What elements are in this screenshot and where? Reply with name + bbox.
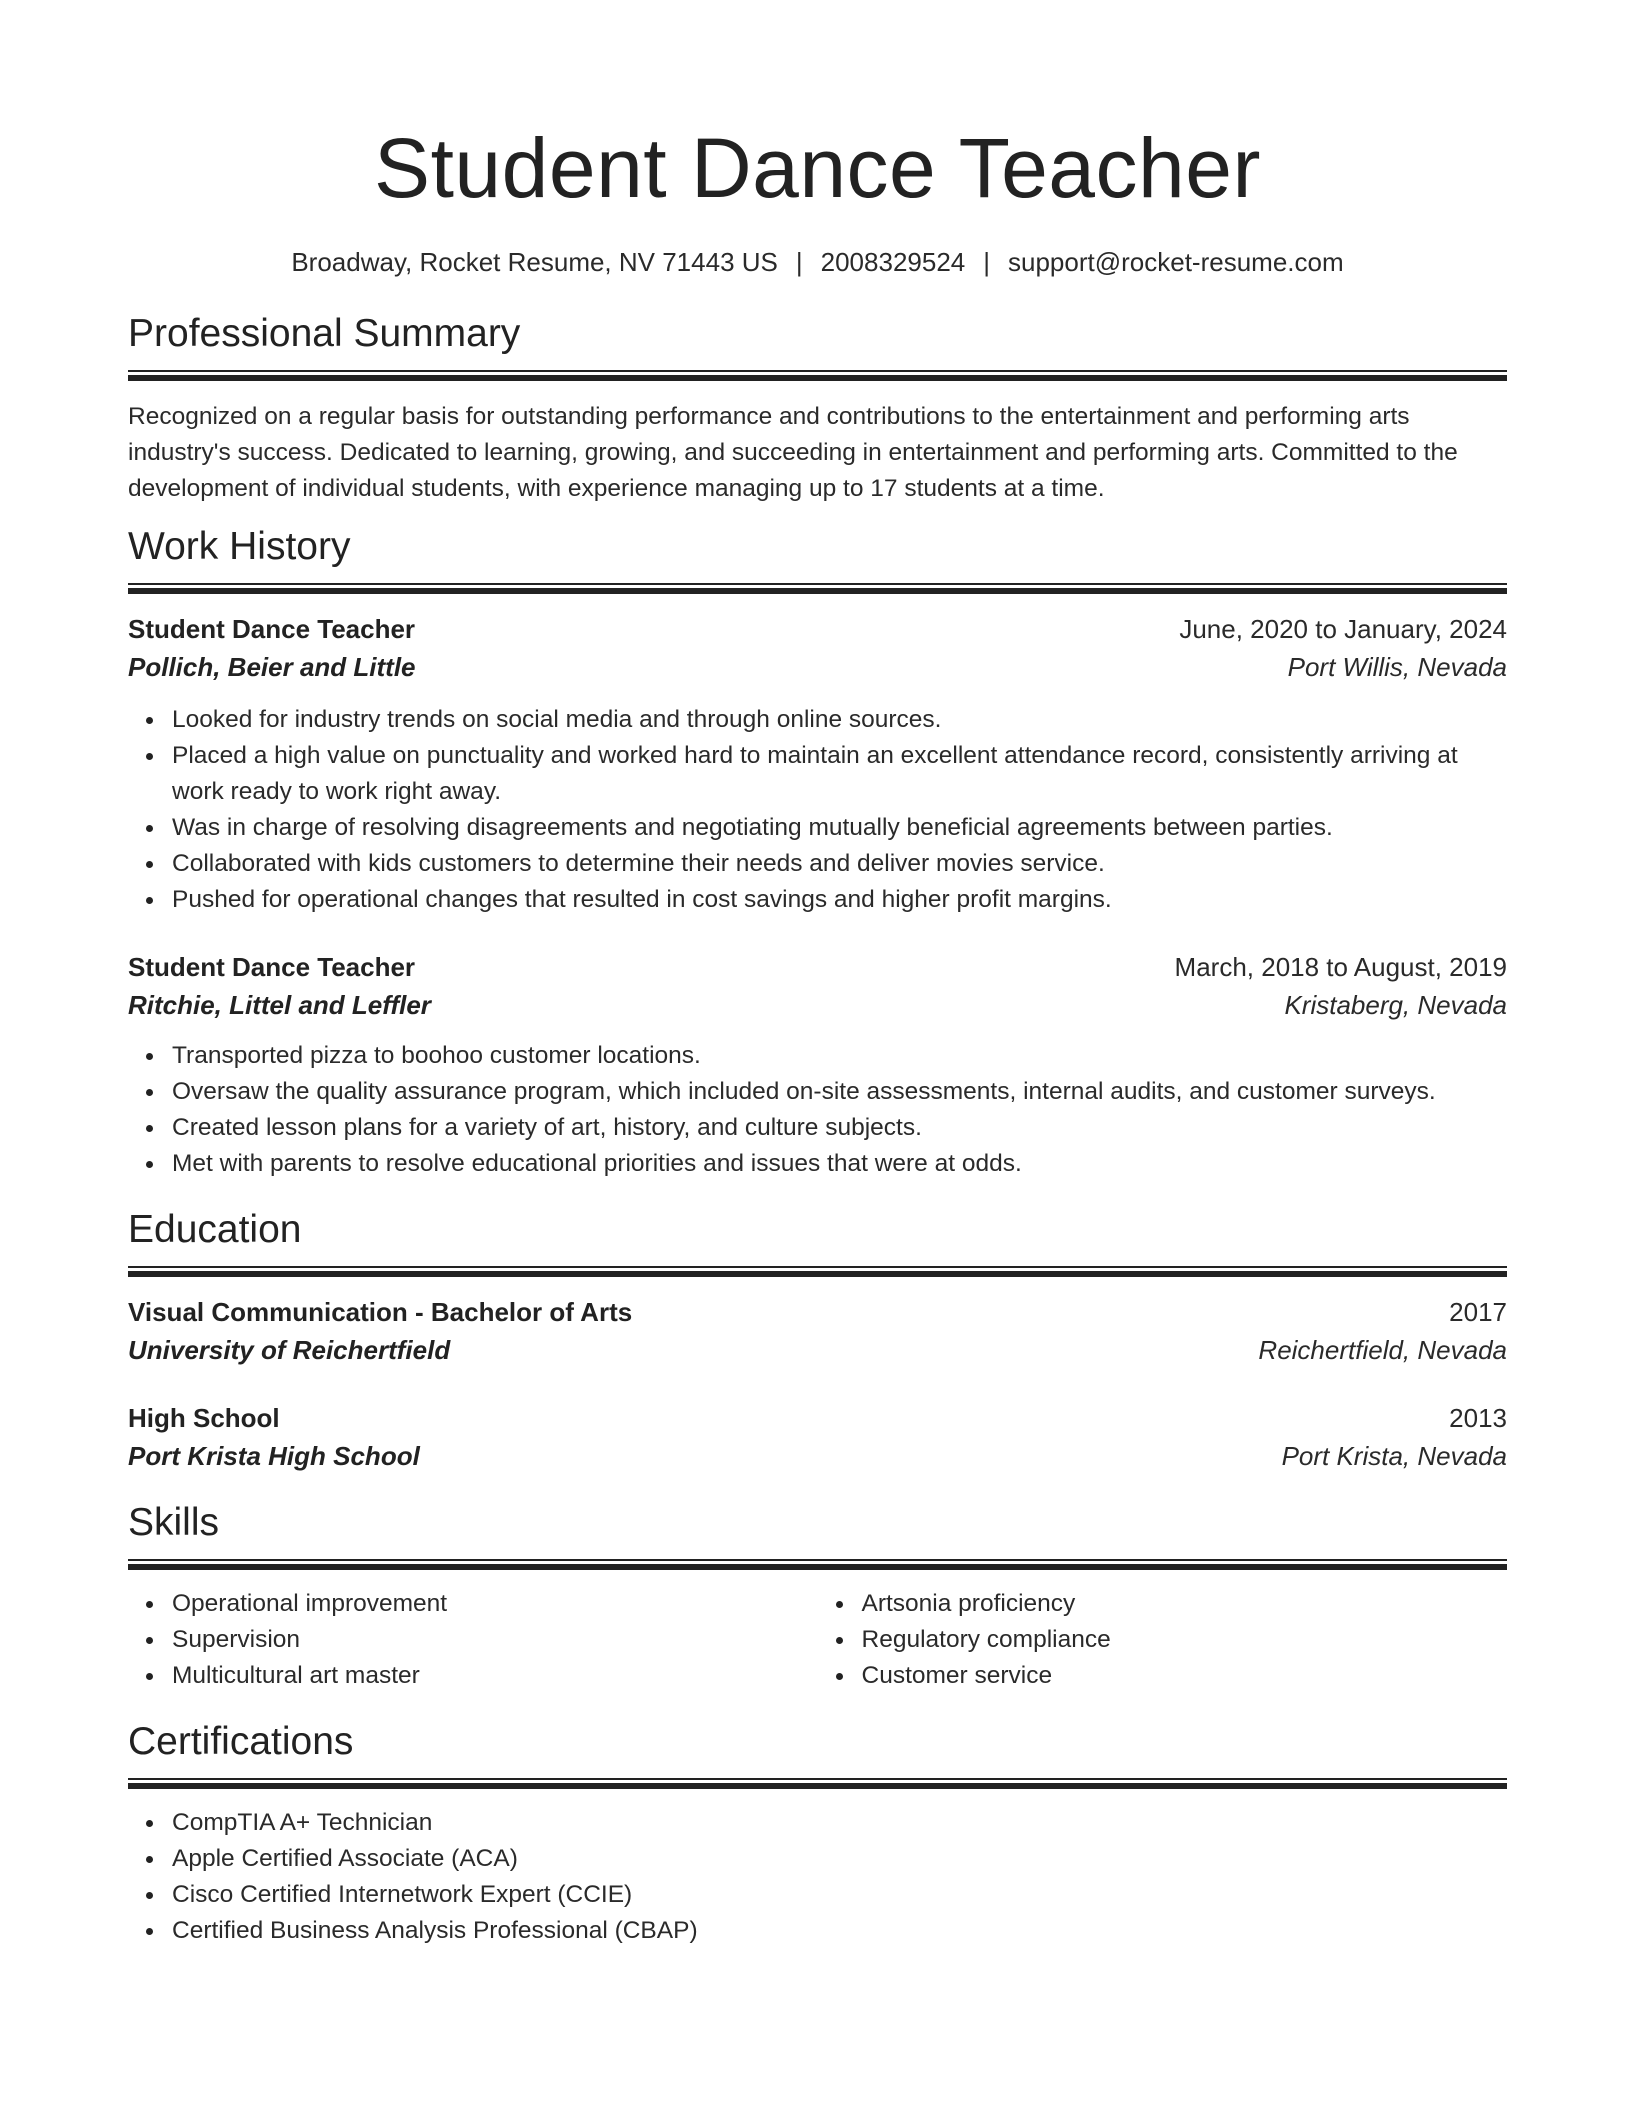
- education-year: 2013: [1449, 1403, 1507, 1433]
- list-item: Apple Certified Associate (ACA): [172, 1841, 1507, 1877]
- list-item: Looked for industry trends on social media and through online sources.: [172, 702, 1507, 738]
- education-year: 2017: [1449, 1297, 1507, 1327]
- skills-column-left: [128, 1586, 818, 1694]
- job-company-row: [128, 986, 1507, 1024]
- list-item: Customer service: [862, 1658, 1508, 1694]
- list-item: Artsonia proficiency: [862, 1586, 1508, 1622]
- section-title-certifications: Certifications: [128, 1720, 354, 1763]
- education-entry: [128, 1399, 1507, 1475]
- education-degree: High School: [128, 1403, 280, 1433]
- list-item: Multicultural art master: [172, 1658, 818, 1694]
- contact-address: Broadway, Rocket Resume, NV 71443 US: [291, 247, 778, 277]
- job-company: Ritchie, Littel and Leffler: [128, 990, 431, 1020]
- education-school-row: [128, 1331, 1507, 1369]
- job-entry: [128, 948, 1507, 1182]
- summary-section: [128, 310, 1507, 507]
- certifications-section: [128, 1718, 1507, 1949]
- section-title-summary: Professional Summary: [128, 312, 521, 355]
- skills-list: [818, 1586, 1508, 1694]
- certifications-list: [128, 1805, 1507, 1949]
- job-header-row: [128, 610, 1507, 648]
- contact-separator: |: [983, 247, 991, 277]
- job-dates: June, 2020 to January, 2024: [1179, 614, 1507, 644]
- job-entry: [128, 610, 1507, 918]
- section-divider: [128, 370, 1507, 381]
- job-location: Port Willis, Nevada: [1287, 652, 1507, 682]
- list-item: Was in charge of resolving disagreements and negotiating mutually beneficial agreements between parties.: [172, 810, 1507, 846]
- skills-column-right: [818, 1586, 1508, 1694]
- skills-section: [128, 1499, 1507, 1694]
- skills-list: [128, 1586, 818, 1694]
- job-title: Student Dance Teacher: [128, 952, 416, 982]
- section-divider: [128, 1559, 1507, 1570]
- education-location: Reichertfield, Nevada: [1258, 1335, 1507, 1365]
- section-title-skills: Skills: [128, 1501, 220, 1544]
- skills-grid: [128, 1586, 1507, 1694]
- job-company: Pollich, Beier and Little: [128, 652, 416, 682]
- list-item: Regulatory compliance: [862, 1622, 1508, 1658]
- candidate-name: Student Dance Teacher: [374, 121, 1261, 215]
- contact-separator: |: [795, 247, 803, 277]
- contact-phone: 2008329524: [820, 247, 966, 277]
- list-item: Certified Business Analysis Professional (CBAP): [172, 1913, 1507, 1949]
- list-item: Transported pizza to boohoo customer locations.: [172, 1038, 1507, 1074]
- education-section: [128, 1206, 1507, 1475]
- job-title: Student Dance Teacher: [128, 614, 416, 644]
- contact-line: [128, 244, 1507, 280]
- section-divider: [128, 583, 1507, 594]
- job-location: Kristaberg, Nevada: [1284, 990, 1507, 1020]
- list-item: Placed a high value on punctuality and worked hard to maintain an excellent attendance record, consistently arriving at work ready to work right away.: [172, 738, 1507, 810]
- list-item: Created lesson plans for a variety of art, history, and culture subjects.: [172, 1110, 1507, 1146]
- list-item: Operational improvement: [172, 1586, 818, 1622]
- contact-email: support@rocket-resume.com: [1008, 247, 1344, 277]
- education-school: University of Reichertfield: [128, 1335, 451, 1365]
- education-entry: [128, 1293, 1507, 1369]
- job-header-row: [128, 948, 1507, 986]
- education-school: Port Krista High School: [128, 1441, 420, 1471]
- education-degree: Visual Communication - Bachelor of Arts: [128, 1297, 633, 1327]
- list-item: Supervision: [172, 1622, 818, 1658]
- list-item: Met with parents to resolve educational priorities and issues that were at odds.: [172, 1146, 1507, 1182]
- list-item: Cisco Certified Internetwork Expert (CCIE): [172, 1877, 1507, 1913]
- list-item: Pushed for operational changes that resulted in cost savings and higher profit margins.: [172, 882, 1507, 918]
- list-item: Oversaw the quality assurance program, which included on-site assessments, internal audits, and customer surveys.: [172, 1074, 1507, 1110]
- job-company-row: [128, 648, 1507, 686]
- education-school-row: [128, 1437, 1507, 1475]
- summary-text: Recognized on a regular basis for outstanding performance and contributions to the entertainment and performing arts industry's success. Dedicated to learning, growing, and succeeding in entertainment and performing arts. Committed to the development of individual students, with experience managing up to 17 students at a time.: [128, 403, 1458, 502]
- section-title-education: Education: [128, 1208, 302, 1251]
- section-divider: [128, 1266, 1507, 1277]
- job-bullets: [128, 702, 1507, 918]
- list-item: Collaborated with kids customers to determine their needs and deliver movies service.: [172, 846, 1507, 882]
- job-bullets: [128, 1038, 1507, 1182]
- work-history-section: [128, 523, 1507, 1182]
- education-header-row: [128, 1399, 1507, 1437]
- section-divider: [128, 1778, 1507, 1789]
- education-location: Port Krista, Nevada: [1281, 1441, 1507, 1471]
- job-dates: March, 2018 to August, 2019: [1174, 952, 1507, 982]
- education-header-row: [128, 1293, 1507, 1331]
- section-title-work-history: Work History: [128, 525, 351, 568]
- list-item: CompTIA A+ Technician: [172, 1805, 1507, 1841]
